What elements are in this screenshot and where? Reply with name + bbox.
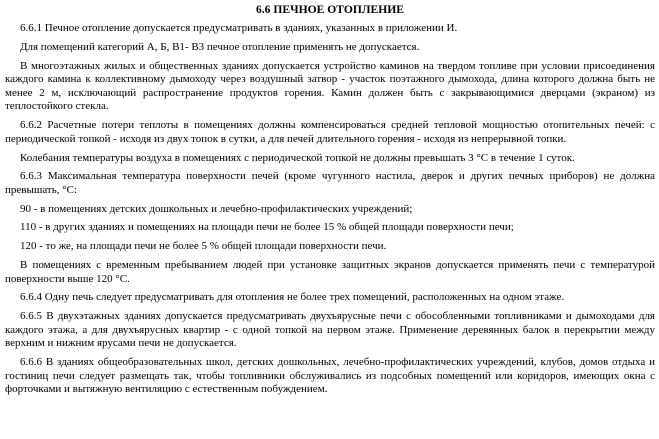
list-item-110: 110 - в других зданиях и помещениях на площади печи не более 15 % общей площади поверхности печи; [20, 221, 514, 234]
paragraph-6-6-5: 6.6.5 В двухэтажных зданиях допускается предусматривать двухъярусные печи с обособленными топливниками и дымоходами для каждого этажа, а для двухъярусных квартир - с одной топкой на первом этаже. Применение деревянных балок в перекрытии между верхним и нижним ярусами печи не допускается. [5, 310, 655, 350]
paragraph-6-6-6: 6.6.6 В зданиях общеобразовательных школ, детских дошкольных, лечебно-профилактических учреждений, клубов, домов отдыха и гостиниц печи следует размещать так, чтобы топливники обслуживались из подсобных помещений или коридоров, имеющих окна с форточками и вытяжную вентиляцию с естественным побуждением. [5, 356, 655, 396]
paragraph-temporary-stay: В помещениях с временным пребыванием людей при установке защитных экранов допускается применять печи с температурой поверхности выше 120 °С. [5, 259, 655, 285]
paragraph-6-6-4: 6.6.4 Одну печь следует предусматривать для отопления не более трех помещений, расположенных на одном этаже. [20, 291, 565, 304]
paragraph-6-6-3: 6.6.3 Максимальная температура поверхности печей (кроме чугунного настила, дверок и других печных приборов) не должна превышать, °С: [5, 170, 655, 196]
paragraph-categories: Для помещений категорий А, Б, В1- В3 печное отопление применять не допускается. [20, 40, 420, 53]
paragraph-6-6-2: 6.6.2 Расчетные потери теплоты в помещениях должны компенсироваться средней тепловой мощностью отопительных печей: с периодической топкой - исходя из двух топок в сутки, а для печей длительного горения - исходя из непрерывной топки. [5, 119, 655, 145]
list-item-120: 120 - то же, на площади печи не более 5 % общей площади поверхности печи. [20, 240, 387, 253]
paragraph-6-6-1: 6.6.1 Печное отопление допускается предусматривать в зданиях, указанных в приложении И. [20, 22, 458, 34]
list-item-90: 90 - в помещениях детских дошкольных и лечебно-профилактических учреждений; [20, 202, 413, 215]
section-title: 6.6 ПЕЧНОЕ ОТОПЛЕНИЕ [255, 3, 405, 16]
paragraph-temperature-fluctuation: Колебания температуры воздуха в помещениях с периодической топкой не должны превышать 3 °С в течение 1 суток. [20, 151, 575, 164]
paragraph-fireplaces: В многоэтажных жилых и общественных зданиях допускается устройство каминов на твердом топливе при условии присоединения каждого камина к коллективному дымоходу через воздушный затвор - участок поэтажного дымохода, длина которого должна быть не менее 2 м, исключающий распространение продуктов горения. Камин должен быть с закрывающимися дверцами (экраном) из теплостойкого стекла. [5, 59, 655, 113]
